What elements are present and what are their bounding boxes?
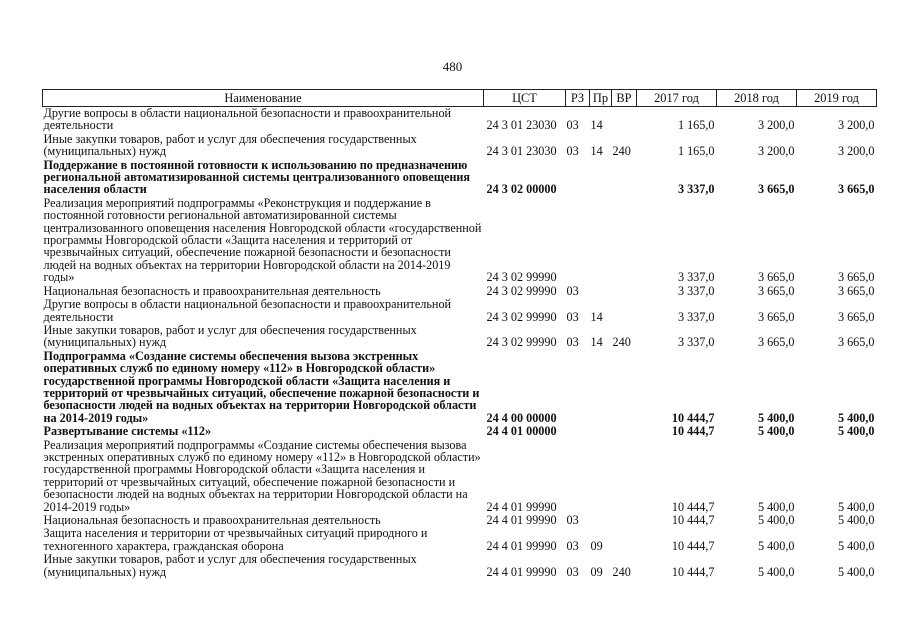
header-2017: 2017 год <box>637 90 717 107</box>
header-2018: 2018 год <box>717 90 797 107</box>
row-vr <box>612 298 637 324</box>
row-2017: 10 444,7 <box>671 499 715 514</box>
table-row <box>43 197 877 285</box>
row-cst: 24 4 01 99990 <box>486 499 557 514</box>
row-rz <box>566 439 590 514</box>
row-pr <box>590 197 612 285</box>
row-2017: 10 444,7 <box>671 424 715 439</box>
row-rz <box>566 197 590 285</box>
row-2017: 10 444,7 <box>671 564 715 579</box>
row-vr: 240 <box>612 335 631 350</box>
row-2019: 3 665,0 <box>837 182 875 197</box>
row-vr <box>612 285 637 298</box>
row-vr <box>612 527 637 553</box>
row-2017: 3 337,0 <box>677 270 715 285</box>
row-vr <box>612 197 637 285</box>
row-2017: 3 337,0 <box>677 283 715 298</box>
row-rz <box>566 159 590 197</box>
row-pr: 14 <box>590 335 603 350</box>
row-2017: 3 337,0 <box>677 182 715 197</box>
budget-table <box>42 89 877 579</box>
row-cst: 24 3 01 23030 <box>486 144 557 159</box>
row-pr: 14 <box>590 144 603 159</box>
row-pr: 14 <box>590 118 603 133</box>
row-cst: 24 3 01 23030 <box>486 118 557 133</box>
page-number: 480 <box>442 59 463 74</box>
row-cst: 24 3 02 99990 <box>486 335 557 350</box>
row-rz: 03 <box>566 513 579 527</box>
table-row <box>43 324 877 350</box>
header-name: Наименование <box>43 90 484 107</box>
row-cst: 24 4 01 99990 <box>486 513 557 527</box>
row-cst: 24 3 02 99990 <box>486 309 557 324</box>
table-row <box>43 107 877 133</box>
row-2019: 3 665,0 <box>837 283 875 298</box>
row-2018: 3 665,0 <box>757 309 795 324</box>
row-2017: 1 165,0 <box>677 118 715 133</box>
table-row <box>43 439 877 514</box>
row-2019: 5 400,0 <box>837 424 875 439</box>
row-2017: 3 337,0 <box>677 335 715 350</box>
row-pr <box>590 514 612 527</box>
row-2019: 3 665,0 <box>837 270 875 285</box>
row-pr <box>590 439 612 514</box>
row-pr <box>590 285 612 298</box>
table-header-row <box>43 90 877 107</box>
row-rz <box>566 350 590 425</box>
table-row <box>43 285 877 298</box>
row-rz <box>566 425 590 438</box>
row-2017: 10 444,7 <box>671 513 715 527</box>
row-2018: 5 400,0 <box>757 564 795 579</box>
row-2019: 5 400,0 <box>837 564 875 579</box>
row-name: Поддержание в постоянной готовности к использованию по предназначению региональной автоматизированной системы централизованного оповещения населения области <box>43 157 471 197</box>
row-rz: 03 <box>566 283 579 298</box>
header-2019: 2019 год <box>797 90 877 107</box>
table-row <box>43 527 877 553</box>
table-row <box>43 298 877 324</box>
row-2018: 5 400,0 <box>757 538 795 553</box>
row-cst: 24 4 01 99990 <box>486 538 557 553</box>
header-pr: Пр <box>590 90 612 107</box>
row-pr <box>590 425 612 438</box>
row-2017: 10 444,7 <box>671 538 715 553</box>
row-2017: 1 165,0 <box>677 144 715 159</box>
row-2019: 5 400,0 <box>837 410 875 425</box>
header-rz: РЗ <box>566 90 590 107</box>
row-2018: 3 665,0 <box>757 270 795 285</box>
row-name: Иные закупки товаров, работ и услуг для обеспечения государственных (муниципальных) нужд <box>43 322 417 350</box>
row-2019: 5 400,0 <box>837 513 875 527</box>
row-2018: 5 400,0 <box>757 410 795 425</box>
row-vr: 240 <box>612 144 631 159</box>
row-2018: 5 400,0 <box>757 499 795 514</box>
row-2017: 3 337,0 <box>677 309 715 324</box>
table-row <box>43 133 877 159</box>
row-pr <box>590 350 612 425</box>
row-2018: 5 400,0 <box>757 513 795 527</box>
row-vr <box>612 107 637 133</box>
row-2018: 3 200,0 <box>757 144 795 159</box>
row-cst: 24 4 01 99990 <box>486 564 557 579</box>
row-2019: 5 400,0 <box>837 499 875 514</box>
row-cst: 24 3 02 00000 <box>486 182 557 197</box>
row-2019: 3 665,0 <box>837 335 875 350</box>
row-2018: 3 665,0 <box>757 335 795 350</box>
table-body <box>43 107 877 580</box>
row-cst: 24 4 00 00000 <box>486 410 557 425</box>
row-cst: 24 4 01 00000 <box>486 424 557 439</box>
row-name: Другие вопросы в области национальной безопасности и правоохранительной деятельности <box>43 106 452 133</box>
row-rz: 03 <box>566 538 579 553</box>
row-2017: 10 444,7 <box>671 410 715 425</box>
row-name: Национальная безопасность и правоохранительная деятельность <box>43 513 381 527</box>
header-vr: ВР <box>612 90 637 107</box>
row-vr <box>612 439 637 514</box>
table-row <box>43 159 877 197</box>
row-cst: 24 3 02 99990 <box>486 283 557 298</box>
row-cst: 24 3 02 99990 <box>486 270 557 285</box>
row-name: Иные закупки товаров, работ и услуг для обеспечения государственных (муниципальных) нужд <box>43 552 417 579</box>
row-vr: 240 <box>612 564 631 579</box>
row-pr: 09 <box>590 538 603 553</box>
row-name: Реализация мероприятий подпрограммы «Реконструкция и поддержание в постоянной готовности региональной автоматизированной системы централизованного оповещения населения Новгородской области «государственной программы Новгородской области «Защита населения и территорий от чрезвычайных ситуаций, обеспечение пожарной безопасности и безопасности людей на водных объектах на территории Новгородской области на 2014-2019 годы» <box>43 195 482 285</box>
row-pr <box>590 159 612 197</box>
row-vr <box>612 159 637 197</box>
row-rz: 03 <box>566 309 579 324</box>
row-vr <box>612 425 637 438</box>
header-cst: ЦСТ <box>484 90 566 107</box>
row-vr <box>612 350 637 425</box>
row-name: Подпрограмма «Создание системы обеспечения вызова экстренных оперативных служб по единому номеру «112» в Новгородской области» государственной программы Новгородской области «Защита населения и территорий от чрезвычайных ситуаций, обеспечение пожарной безопасности и безопасности людей на водных объектах на территории Новгородской области на 2014-2019 годы» <box>43 348 480 425</box>
row-pr: 09 <box>590 564 603 579</box>
table-row <box>43 553 877 579</box>
row-rz: 03 <box>566 335 579 350</box>
row-2019: 3 200,0 <box>837 144 875 159</box>
row-2019: 3 665,0 <box>837 309 875 324</box>
row-2018: 3 200,0 <box>757 118 795 133</box>
row-rz: 03 <box>566 144 579 159</box>
row-name: Защита населения и территории от чрезвычайных ситуаций природного и техногенного характера, гражданская оборона <box>43 526 428 553</box>
row-name: Другие вопросы в области национальной безопасности и правоохранительной деятельности <box>43 297 452 324</box>
table-row <box>43 350 877 425</box>
row-name: Развертывание системы «112» <box>43 424 212 439</box>
row-rz: 03 <box>566 118 579 133</box>
row-rz: 03 <box>566 564 579 579</box>
table-row <box>43 425 877 438</box>
row-vr <box>612 514 637 527</box>
row-pr: 14 <box>590 309 603 324</box>
row-2018: 5 400,0 <box>757 424 795 439</box>
row-name: Реализация мероприятий подпрограммы «Создание системы обеспечения вызова экстренных оперативных служб по единому номеру «112» в Новгородской области» государственной программы Новгородской области «Защита населения и территорий от чрезвычайных ситуаций, обеспечение пожарной безопасности и безопасности людей на водных объектах на территории Новгородской области на 2014-2019 годы» <box>43 437 481 514</box>
row-2019: 5 400,0 <box>837 538 875 553</box>
row-2019: 3 200,0 <box>837 118 875 133</box>
row-2018: 3 665,0 <box>757 283 795 298</box>
row-name: Иные закупки товаров, работ и услуг для обеспечения государственных (муниципальных) нужд <box>43 131 417 159</box>
table-row <box>43 514 877 527</box>
row-2018: 3 665,0 <box>757 182 795 197</box>
row-name: Национальная безопасность и правоохранительная деятельность <box>43 283 381 298</box>
